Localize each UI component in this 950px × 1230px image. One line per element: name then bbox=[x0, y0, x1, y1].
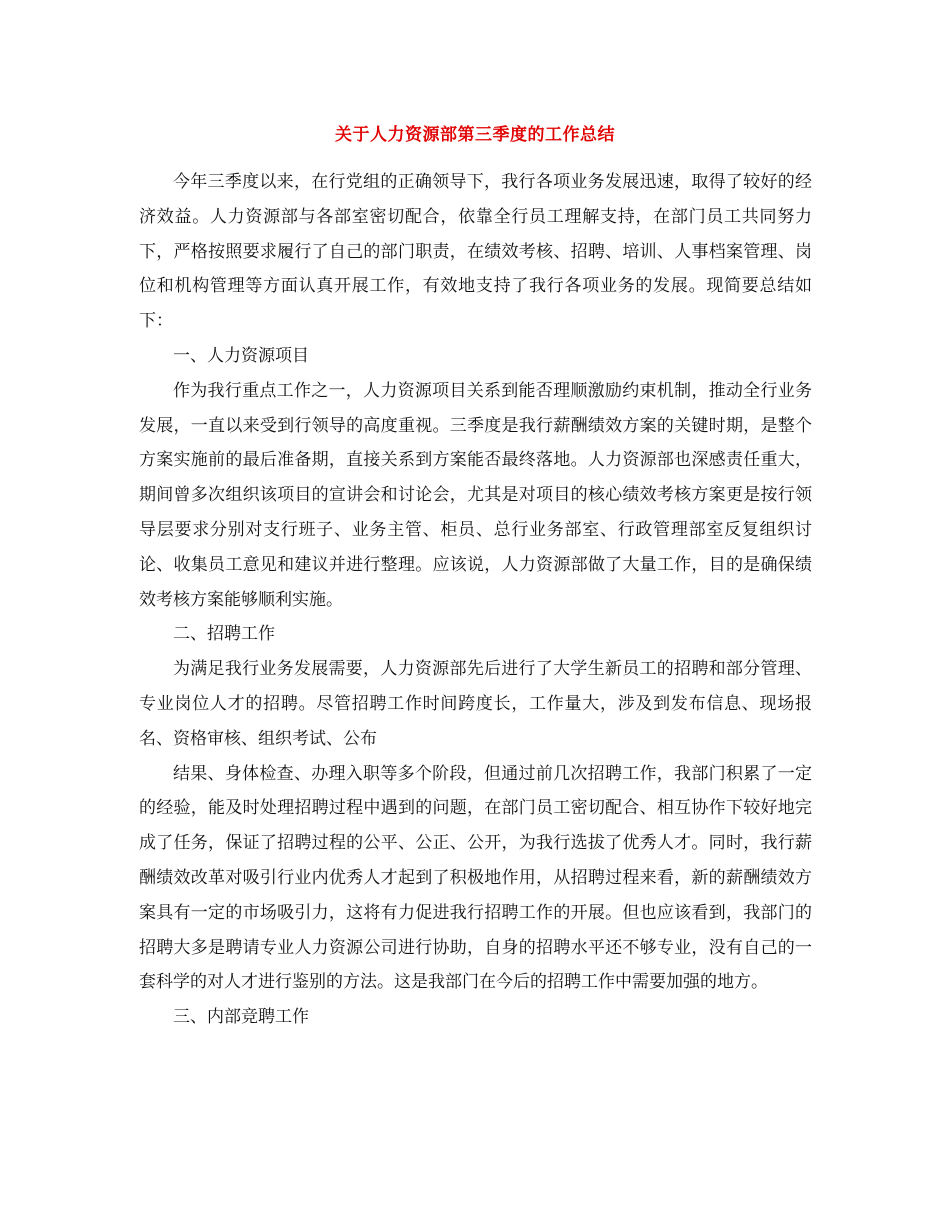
paragraph-hr-project: 作为我行重点工作之一，人力资源项目关系到能否理顺激励约束机制，推动全行业务发展，一直以来受到行领导的高度重视。三季度是我行薪酬绩效方案的关键时期，是整个方案实施前的最后准备期，直接关系到方案能否最终落地。人力资源部也深感责任重大，期间曾多次组织该项目的宣讲会和讨论会，尤其是对项目的核心绩效考核方案更是按行领导层要求分别对支行班子、业务主管、柜员、总行业务部室、行政管理部室反复组织讨论、收集员工意见和建议并进行整理。应该说，人力资源部做了大量工作，目的是确保绩效考核方案能够顺利实施。 bbox=[139, 380, 812, 610]
paragraph-recruitment: 为满足我行业务发展需要，人力资源部先后进行了大学生新员工的招聘和部分管理、专业岗位人才的招聘。尽管招聘工作时间跨度长，工作量大，涉及到发布信息、现场报名、资格审核、组织考试、公布 bbox=[139, 659, 812, 749]
section-heading-hr-project: 一、人力资源项目 bbox=[173, 345, 309, 366]
paragraph-recruitment-continued: 结果、身体检查、办理入职等多个阶段，但通过前几次招聘工作，我部门积累了一定的经验，能及时处理招聘过程中遇到的问题，在部门员工密切配合、相互协作下较好地完成了任务，保证了招聘过程的公平、公正、公开，为我行选拔了优秀人才。同时，我行薪酬绩效改革对吸引行业内优秀人才起到了积极地作用，从招聘过程来看，新的薪酬绩效方案具有一定的市场吸引力，这将有力促进我行招聘工作的开展。但也应该看到，我部门的招聘大多是聘请专业人力资源公司进行协助，自身的招聘水平还不够专业，没有自己的一套科学的对人才进行鉴别的方法。这是我部门在今后的招聘工作中需要加强的地方。 bbox=[139, 763, 812, 993]
section-heading-internal-competition: 三、内部竞聘工作 bbox=[173, 1007, 309, 1028]
document-body bbox=[139, 165, 812, 1035]
section-heading-recruitment: 二、招聘工作 bbox=[173, 624, 275, 645]
paragraph-intro: 今年三季度以来，在行党组的正确领导下，我行各项业务发展迅速，取得了较好的经济效益。人力资源部与各部室密切配合，依靠全行员工理解支持，在部门员工共同努力下，严格按照要求履行了自己的部门职责，在绩效考核、招聘、培训、人事档案管理、岗位和机构管理等方面认真开展工作，有效地支持了我行各项业务的发展。现简要总结如下： bbox=[139, 172, 812, 332]
document-title: 关于人力资源部第三季度的工作总结 bbox=[335, 125, 615, 145]
